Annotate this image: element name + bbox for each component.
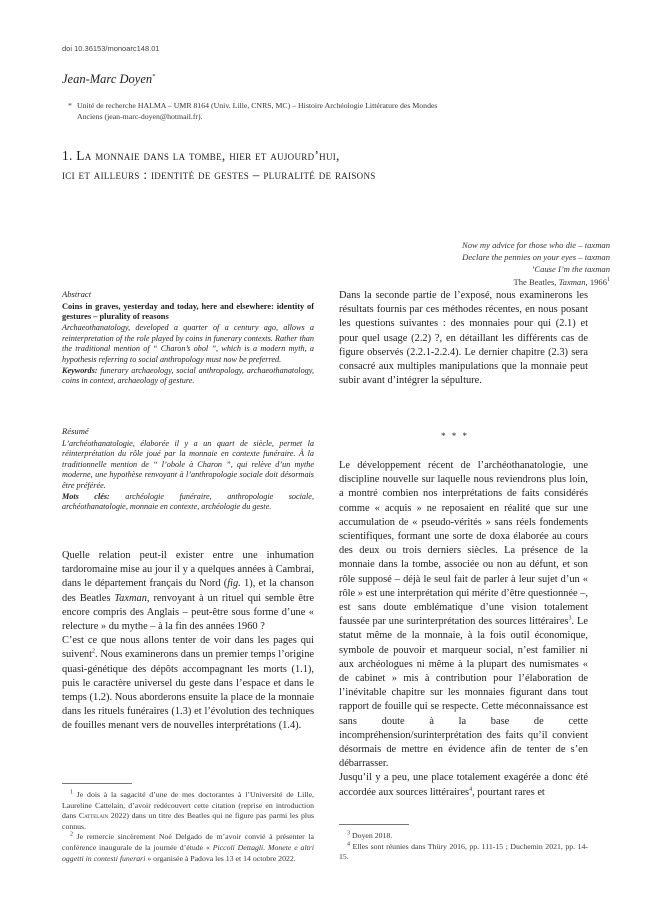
footnote-4-text: Elles sont réunies dans Thüry 2016, pp. 111-15 ; Duchemin 2021, pp. 14-15. [339,841,589,862]
body-right-paragraph-3 [339,771,588,799]
fig-ref: fig. [227,578,241,590]
affiliation-mark: * [68,101,72,110]
footnote-3-text: Doyen 2018. [351,831,393,840]
body-right-paragraph-2 [339,459,588,771]
footnote-1-text-b: ) dans un titre des Beatles qui ne figure pas parmi les plus connus. [62,811,315,831]
abstract-title: Coins in graves, yesterday and today, here and elsewhere: identity of gestures – plurality of reasons [62,301,314,322]
section-separator: * * * [441,431,469,441]
note-ref-3: 3 [568,615,572,622]
body-left-paragraph-1 [62,549,314,634]
chapter-title [62,146,376,184]
epigraph-source-suffix: , 1966 [585,276,607,287]
footnote-3 [339,831,588,842]
body-right-p3-a: Jusqu’il y a peu, une place totalement exagérée a donc été accordée aux sources littéraires [339,772,588,798]
epigraph-source-prefix: The Beatles, [513,276,559,287]
body-left-paragraph-2 [62,634,314,733]
body-right-paragraph-1: Dans la seconde partie de l’exposé, nous examinerons les résultats fournis par ces méthodes récentes, en nous posant les questions suivantes : des monnaies pour qui (2.1) et pour quel usage (2.2) ?, en détaillant les différents cas de figure observés (2.2.1-2.2.4). Le dernier chapitre (2.3) sera consacré aux multiples manipulations que la monnaie peut subir avant d’intégrer la sépulture. [339,290,588,387]
body-right-p2-b: . Le statut même de la monnaie, à la fois outil économique, symbole de pouvoir et marqueur social, n’est familier ni aux archéologues ni même à la plupart des numismates « de cabinet » mis à contribution pour l’élaboration de l’inévitable chapitre sur les monnaies figurant dans tout rapport de fouille qui se respecte. Cette méconnaissance est sans doute à la base de cette incompréhension/surinterprétation des faits qu’il convient désormais de mettre en évidence afin de tenter de s’en débarrasser. [339,616,588,770]
affiliation-line-2: Anciens (jean-marc-doyen@hotmail.fr). [77,112,203,121]
resume-keywords-list: archéologie funéraire, anthropologie sociale, archéothanatologie, monnaie en contexte, archéologie du geste. [62,491,314,512]
song-title: Taxman [114,592,147,604]
epigraph-line-3: ’Cause I’m the taxman [531,264,610,275]
author-name [62,72,155,87]
body-right [339,459,588,800]
footnote-1-ref: Cattelain 2022 [78,811,127,821]
footnotes-right [339,824,588,863]
abstract-block [62,289,314,387]
affiliation [68,100,497,122]
footnote-4-number: 4 [347,841,350,847]
body-left-p1-b: 1), et la chanson des Beatles [62,578,314,604]
footnote-1-number: 1 [70,789,73,796]
note-ref-4: 4 [469,786,473,793]
footnote-4 [339,842,588,863]
author-name-text: Jean-Marc Doyen [62,72,153,86]
epigraph-line-2: Declare the pennies on your eyes – taxman [462,252,610,263]
footnote-2 [62,832,314,864]
author-mark: * [152,73,156,80]
resume-keywords [62,492,314,513]
epigraph-line-1: Now my advice for those who die – taxman [462,240,610,250]
body-left-p2-a: C’est ce que nous allons tenter de voir dans les pages qui suivent [62,635,314,661]
footnote-2-text-b: » organisée à Padova les 13 et 14 octobre 2022. [145,853,296,863]
body-right-top [339,289,588,388]
footnote-rule [62,783,132,784]
footnote-2-number: 2 [70,831,73,838]
epigraph-source-title: Taxman [558,276,586,287]
footnote-2-text-a: Je remercie sincèrement Noé Delgado de m’avoir convié à présenter la conférence inaugurale de la journée d’étude « [62,832,314,852]
abstract-keywords [62,366,314,387]
epigraph-note-ref: 1 [607,276,610,283]
epigraph-source [290,276,610,288]
body-left-p2-b: . Nous examinerons dans un premier temps l’origine quasi-génétique des dépôts accompagnant les morts (1.1), puis le caractère universel du geste dans l’espace et dans le temps (1.2). Nous aborderons ensuite la place de la monnaie dans les rituels funéraires (1.3) et l’évolution des techniques de fouilles menant vers de nouvelles interprétations (1.4). [62,649,314,732]
footnote-1 [62,790,314,832]
abstract-text: Archaeothanatology, developed a quarter of a century ago, allows a reinterpretation of the role played by coins in funerary contexts. Rather than the traditional mention of “ Charon’s obol ”, which is a modern myth, a hypothesis referring to social anthropology must now be preferred. [62,323,314,364]
footnote-1-text-a: Je dois à la sagacité d’une de mes doctorantes à l’Université de Lille, Laureline Cattelain, d’avoir redécouvert cette citation (reprise en introduction dans [62,790,315,821]
abstract-heading: Abstract [62,289,92,299]
footnote-rule-right [339,824,409,825]
abstract-keywords-list: funerary archaeology, social anthropology, archaeothanatology, coins in context, archaeology of gesture. [62,365,314,386]
body-left-p1-a: Quelle relation peut-il exister entre une inhumation tardoromaine mise au jour il y a quelques années à Cambrai, dans le département français du Nord ( [62,550,314,590]
resume-text: L’archéothanatologie, élaborée il y a un quart de siècle, permet la réinterprétation du rôle joué par la monnaie en contexte funéraire. À la traditionnelle mention de “ l’obole à Charon ”, qui relève d’un mythe moderne, une hypothèse renvoyant à l’anthropologie sociale doit désormais être préférée. [62,438,314,490]
chapter-title-line-2: ici et ailleurs : identité de gestes – pluralité de raisons [62,167,376,182]
resume-heading: Résumé [62,426,89,436]
resume-keywords-label: Mots clés: [62,491,110,501]
body-right-p2-a: Le développement récent de l’archéothanatologie, une discipline nouvelle sur laquelle nous reviendrons plus loin, a montré combien nos interprétations de faits considérés comme « acquis » ne reposaient en réalité que sur une accumulation de « pseudo-vérités » sans réels fondements scientifiques, formant une sorte de doxa élaborée au cours des deux ou trois derniers siècles. La présence de la monnaie dans la tombe, associée ou non au défunt, et son rôle supposé – déjà le seul fait de parler à leur sujet d’un « rôle » est une interprétation qui mérite d’être questionnée –, est sans doute emblématique d’une vision totalement faussée par une surinterprétation des sources littéraires [339,460,588,628]
resume-block [62,426,314,513]
body-right-p3-b: , pourtant rares et [472,786,545,798]
note-ref-2: 2 [92,648,96,655]
chapter-title-line-1: 1. La monnaie dans la tombe, hier et aujourd’hui, [62,148,340,163]
footnote-3-number: 3 [347,830,350,837]
footnote-2-event: Piccoli Dettagli. Monete e altri oggetti in contesti funerari [62,842,314,863]
doi-line: doi 10.36153/monoarc148.01 [62,44,160,53]
epigraph [290,239,610,288]
body-left-p1-c: , renvoyant à un rituel qui semble être encore compris des Anglais – peut-être sous forme d’une « relecture » du mythe – à la fin des années 1960 ? [62,592,314,633]
affiliation-line-1: Unité de recherche HALMA – UMR 8164 (Univ. Lille, CNRS, MC) – Histoire Archéologie Littérature des Mondes [77,101,438,110]
abstract-keywords-label: Keywords: [62,365,98,375]
footnotes-left [62,783,314,864]
body-left [62,549,314,734]
